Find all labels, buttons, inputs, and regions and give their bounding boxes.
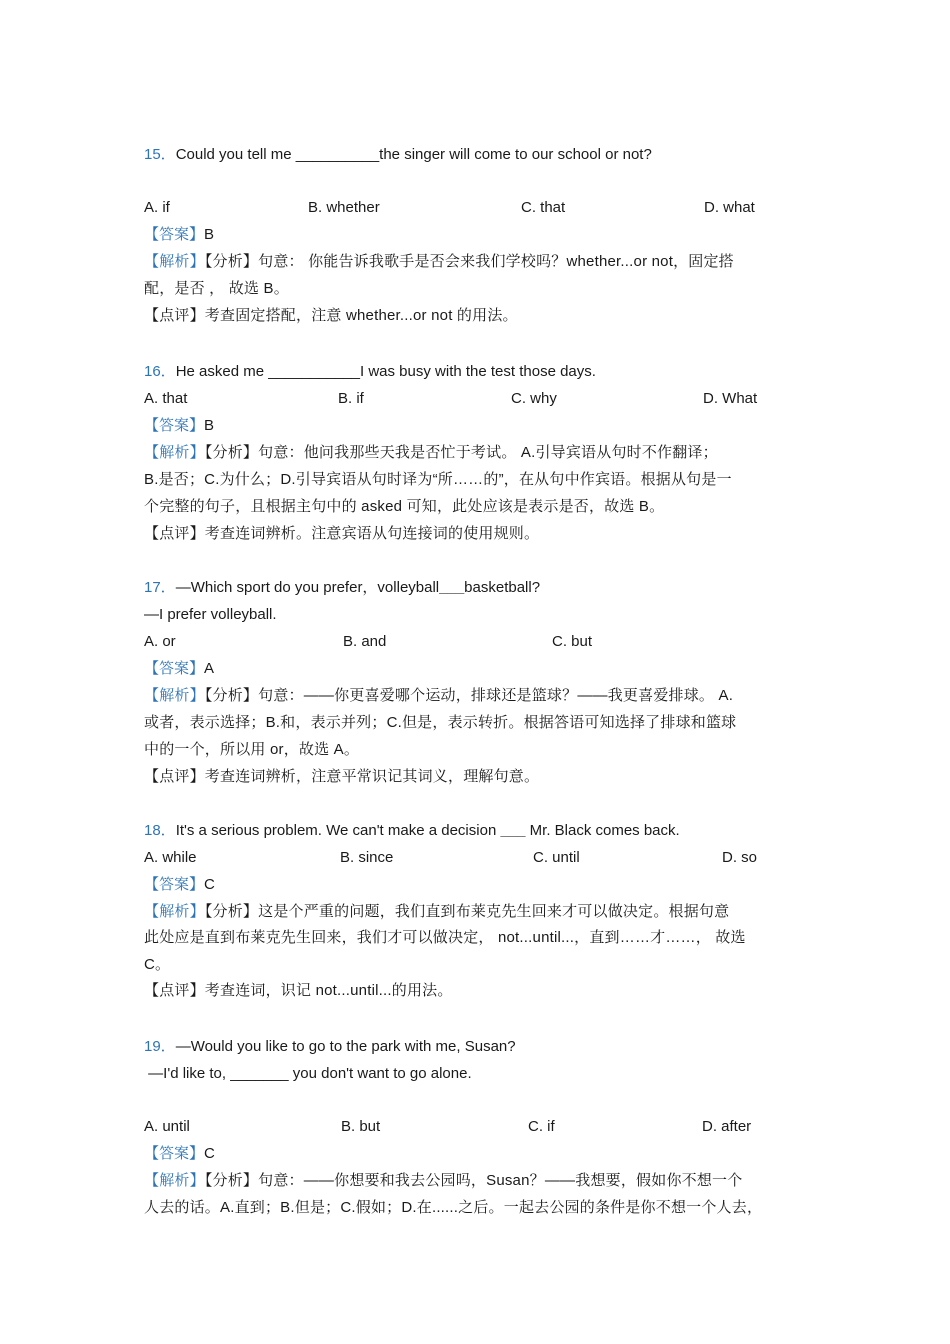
answer-value: B — [204, 226, 215, 243]
answer-tag: 【答案】 — [144, 226, 205, 243]
answer-line — [144, 416, 214, 436]
question-18-stem — [144, 821, 680, 841]
question-text: He asked me ___________I was busy with the test those days. — [175, 363, 596, 380]
question-text: —Would you like to go to the park with me, Susan? — [175, 1038, 516, 1055]
question-text: —Which sport do you prefer，volleyball — [175, 579, 440, 596]
option-d: D. so — [722, 849, 758, 866]
analysis-line — [144, 252, 734, 272]
question-text: It's a serious problem. We can't make a decision — [175, 822, 501, 839]
option-c: C. that — [521, 199, 566, 216]
question-text: basketball? — [464, 579, 541, 596]
analysis-line: C。 — [144, 956, 171, 973]
analysis-line: 或者，表示选择；B.和，表示并列；C.但是，表示转折。根据答语可知选择了排球和篮球 — [144, 714, 737, 731]
option-b: B. but — [341, 1118, 381, 1135]
option-c: C. why — [511, 390, 557, 407]
option-b: B. and — [343, 633, 387, 650]
option-b: B. if — [338, 390, 364, 407]
question-number: 18． — [144, 822, 176, 839]
blank: ___ — [439, 579, 465, 596]
question-17-stem — [144, 578, 540, 598]
analysis-text: 【分析】句意： 你能告诉我歌手是否会来我们学校吗？whether...or not，固定搭 — [204, 253, 734, 270]
question-16-stem — [144, 362, 596, 382]
option-d: D. what — [704, 199, 755, 216]
comment-line: 【点评】考查连词辨析，注意平常识记其词义，理解句意。 — [144, 768, 540, 785]
analysis-tag: 【解析】 — [144, 253, 205, 270]
analysis-line: 人去的话。A.直到；B.但是；C.假如；D.在......之后。一起去公园的条件是你不想一个人去， — [144, 1199, 763, 1216]
option-a: A. or — [144, 633, 176, 650]
option-d: D. What — [703, 390, 758, 407]
answer-value: A — [204, 660, 215, 677]
analysis-tag: 【解析】 — [144, 444, 205, 461]
question-19-reply: —I'd like to, _______ you don't want to go alone. — [144, 1065, 472, 1082]
question-19-stem — [144, 1037, 516, 1057]
question-15-stem — [144, 145, 652, 165]
question-17-reply: —I prefer volleyball. — [144, 606, 277, 623]
analysis-text: 【分析】句意：他问我那些天我是否忙于考试。 A.引导宾语从句时不作翻译； — [204, 444, 718, 461]
option-b: B. whether — [308, 199, 380, 216]
answer-line — [144, 875, 215, 895]
analysis-line: 个完整的句子，且根据主句中的 asked 可知，此处应该是表示是否，故选 B。 — [144, 498, 665, 515]
answer-line — [144, 1144, 215, 1164]
question-text: Mr. Black comes back. — [525, 822, 680, 839]
question-number: 15． — [144, 146, 176, 163]
answer-value: C — [204, 1145, 215, 1162]
analysis-line: 此处应是直到布莱克先生回来，我们才可以做决定， not...until...，直到……才……， 故选 — [144, 929, 746, 946]
answer-line — [144, 225, 214, 245]
analysis-line — [144, 686, 733, 706]
analysis-text: 【分析】句意：——你想要和我去公园吗，Susan？——我想要，假如你不想一个 — [204, 1172, 743, 1189]
analysis-line — [144, 1171, 742, 1191]
blank: ___ — [500, 822, 526, 839]
comment-line: 【点评】考查固定搭配，注意 whether...or not 的用法。 — [144, 307, 518, 324]
comment-line: 【点评】考查连词辨析。注意宾语从句连接词的使用规则。 — [144, 525, 540, 542]
analysis-text: 【分析】句意：——你更喜爱哪个运动，排球还是篮球？——我更喜爱排球。 A. — [204, 687, 734, 704]
option-c: C. if — [528, 1118, 555, 1135]
question-number: 16． — [144, 363, 176, 380]
analysis-line — [144, 443, 718, 463]
option-a: A. if — [144, 199, 170, 216]
option-c: C. until — [533, 849, 580, 866]
analysis-text: 【分析】这是个严重的问题，我们直到布莱克先生回来才可以做决定。根据句意 — [204, 903, 730, 920]
analysis-tag: 【解析】 — [144, 1172, 205, 1189]
question-text: Could you tell me __________the singer will come to our school or not? — [175, 146, 652, 163]
answer-value: C — [204, 876, 215, 893]
analysis-tag: 【解析】 — [144, 903, 205, 920]
answer-tag: 【答案】 — [144, 417, 205, 434]
question-number: 17． — [144, 579, 176, 596]
option-a: A. that — [144, 390, 188, 407]
option-b: B. since — [340, 849, 394, 866]
option-d: D. after — [702, 1118, 752, 1135]
answer-value: B — [204, 417, 215, 434]
comment-line: 【点评】考查连词，识记 not...until...的用法。 — [144, 982, 453, 999]
analysis-line: 中的一个，所以用 or，故选 A。 — [144, 741, 360, 758]
option-c: C. but — [552, 633, 593, 650]
option-a: A. until — [144, 1118, 190, 1135]
analysis-tag: 【解析】 — [144, 687, 205, 704]
answer-line — [144, 659, 214, 679]
analysis-line: 配，是否 ， 故选 B。 — [144, 280, 289, 297]
answer-tag: 【答案】 — [144, 660, 205, 677]
analysis-line — [144, 902, 729, 922]
answer-tag: 【答案】 — [144, 876, 205, 893]
analysis-line: B.是否；C.为什么；D.引导宾语从句时译为“所……的”，在从句中作宾语。根据从句是一 — [144, 471, 732, 488]
question-number: 19． — [144, 1038, 176, 1055]
answer-tag: 【答案】 — [144, 1145, 205, 1162]
option-a: A. while — [144, 849, 197, 866]
